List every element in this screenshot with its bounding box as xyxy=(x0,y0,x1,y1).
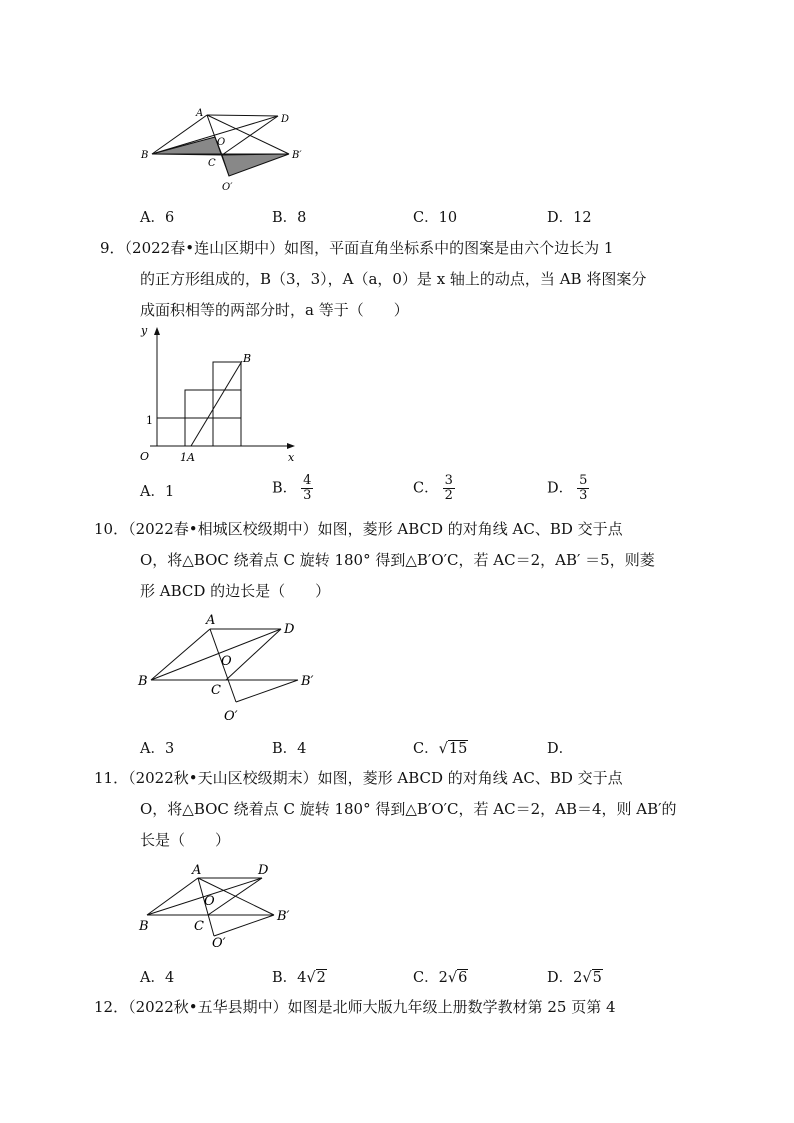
q8-label-B: B xyxy=(141,150,149,161)
q8-option-c[interactable]: C．10 xyxy=(413,210,458,226)
q8-label-D: D xyxy=(281,114,290,125)
q11-option-d-prefix: D． xyxy=(547,970,574,986)
q11-label-D: D xyxy=(258,863,269,878)
q9-option-b-fraction xyxy=(301,474,313,503)
q11-option-d-radicand: 5 xyxy=(592,970,602,986)
q10-text-line2: O，将△BOC 绕着点 C 旋转 180° 得到△B′O′C，若 AC＝2，AB′ ＝5，则菱 xyxy=(140,551,655,569)
q10-text-line3: 形 ABCD 的边长是（ ） xyxy=(140,582,331,600)
q11-option-c-prefix: C． xyxy=(413,970,439,986)
q10-rhombus-figure xyxy=(135,610,325,725)
q8-label-Bp: B′ xyxy=(292,150,302,161)
q9-option-c-prefix: C． xyxy=(413,480,439,497)
q9-option-c[interactable] xyxy=(413,474,455,503)
q9-option-d[interactable] xyxy=(547,474,589,503)
q9-segment-AB xyxy=(191,361,242,446)
q10-text-line1: （2022春•相城区校级期中）如图，菱形 ABCD 的对角线 AC、BD 交于点 xyxy=(128,520,623,538)
q11-number: 11． xyxy=(94,769,129,787)
q10-label-Op: O′ xyxy=(224,709,238,724)
q11-option-d-sqrt: √5 xyxy=(582,970,602,986)
q11-option-b-radicand: 2 xyxy=(316,970,326,986)
q11-option-c[interactable] xyxy=(413,966,468,987)
q11-label-O: O xyxy=(204,894,215,909)
q10-label-D: D xyxy=(284,622,295,637)
q12-text-line1: （2022秋•五华县期中）如图是北师大版九年级上册数学教材第 25 页第 4 xyxy=(128,998,616,1016)
q9-text-line1: （2022春•连山区期中）如图，平面直角坐标系中的图案是由六个边长为 1 xyxy=(124,239,614,257)
q9-option-c-fraction xyxy=(443,474,455,503)
q11-label-Bp: B′ xyxy=(277,909,290,924)
q9-option-b-prefix: B． xyxy=(272,480,298,497)
q11-option-b-prefix: B． xyxy=(272,970,298,986)
q9-option-d-denominator: 3 xyxy=(579,488,588,503)
q9-text-line2: 的正方形组成的，B（3，3），A（a，0）是 x 轴上的动点，当 AB 将图案分 xyxy=(140,270,647,288)
q11-text-line2: O，将△BOC 绕着点 C 旋转 180° 得到△B′O′C，若 AC＝2，AB＝4，则 AB′的 xyxy=(140,800,677,818)
q10-option-b[interactable]: B．4 xyxy=(272,741,307,757)
q8-label-A: A xyxy=(196,108,204,119)
q9-y-arrow xyxy=(154,327,160,335)
q10-number: 10． xyxy=(94,520,129,538)
q9-option-b-denominator: 3 xyxy=(303,488,312,503)
q9-coordinate-figure xyxy=(135,320,305,465)
q11-text-line1: （2022秋•天山区校级期末）如图，菱形 ABCD 的对角线 AC、BD 交于点 xyxy=(128,769,623,787)
q9-option-b-numerator: 4 xyxy=(303,473,312,488)
q8-label-Op: O′ xyxy=(222,182,233,193)
q9-option-b[interactable] xyxy=(272,474,313,503)
q11-label-C: C xyxy=(194,919,204,934)
q11-option-c-coef: 2 xyxy=(438,970,448,986)
q9-option-a[interactable]: A．1 xyxy=(140,484,175,500)
q10-label-A: A xyxy=(206,613,216,628)
q9-text-line3: 成面积相等的两部分时，a 等于（ ） xyxy=(140,301,409,319)
q11-text-line3: 长是（ ） xyxy=(140,831,231,849)
q11-option-a[interactable]: A．4 xyxy=(140,970,175,986)
q10-option-c[interactable] xyxy=(413,737,468,758)
q8-figure xyxy=(140,105,320,195)
q10-label-B: B xyxy=(138,674,148,689)
question-11 xyxy=(94,763,680,856)
q9-number: 9． xyxy=(100,239,125,257)
question-9 xyxy=(100,233,680,326)
q11-option-d[interactable] xyxy=(547,966,603,987)
q11-option-b[interactable] xyxy=(272,966,327,987)
q9-label-1: 1 xyxy=(146,414,153,427)
q11-option-b-coef: 4 xyxy=(297,970,307,986)
q10-option-d[interactable]: D． xyxy=(547,741,574,757)
question-10 xyxy=(94,514,680,607)
q9-label-B: B xyxy=(243,352,252,365)
q9-option-c-denominator: 2 xyxy=(444,488,453,503)
q10-option-c-prefix: C． xyxy=(413,741,439,757)
q9-option-d-numerator: 5 xyxy=(579,473,588,488)
q11-label-A: A xyxy=(192,863,202,878)
q9-option-d-prefix: D． xyxy=(547,480,574,497)
q9-label-x: x xyxy=(288,451,295,464)
q8-label-C: C xyxy=(208,158,216,169)
q8-option-a[interactable]: A．6 xyxy=(140,210,175,226)
q9-option-c-numerator: 3 xyxy=(444,473,453,488)
q10-option-c-radicand: 15 xyxy=(448,741,468,757)
q8-shaded-triangle-right xyxy=(222,154,289,176)
q10-option-a[interactable]: A．3 xyxy=(140,741,175,757)
q8-label-O: O xyxy=(217,137,226,148)
q9-label-1A: 1A xyxy=(180,451,195,464)
question-12 xyxy=(94,992,680,1023)
q9-label-y: y xyxy=(141,324,148,337)
q11-label-B: B xyxy=(139,919,149,934)
q9-x-arrow xyxy=(287,443,295,449)
q10-label-O: O xyxy=(221,654,232,669)
q11-option-b-sqrt: √2 xyxy=(306,970,326,986)
q11-option-c-sqrt: √6 xyxy=(447,970,468,986)
q11-option-c-radicand: 6 xyxy=(458,970,468,986)
q9-label-O: O xyxy=(140,450,150,463)
q8-option-d[interactable]: D．12 xyxy=(547,210,592,226)
q11-option-d-coef: 2 xyxy=(573,970,583,986)
q11-rhombus-figure xyxy=(135,860,305,950)
q10-label-C: C xyxy=(211,683,221,698)
q8-option-b[interactable]: B．8 xyxy=(272,210,307,226)
q10-label-Bp: B′ xyxy=(301,674,314,689)
q12-number: 12． xyxy=(94,998,129,1016)
q10-option-c-sqrt: √15 xyxy=(438,741,468,757)
q11-label-Op: O′ xyxy=(212,936,226,950)
q9-option-d-fraction xyxy=(577,474,589,503)
